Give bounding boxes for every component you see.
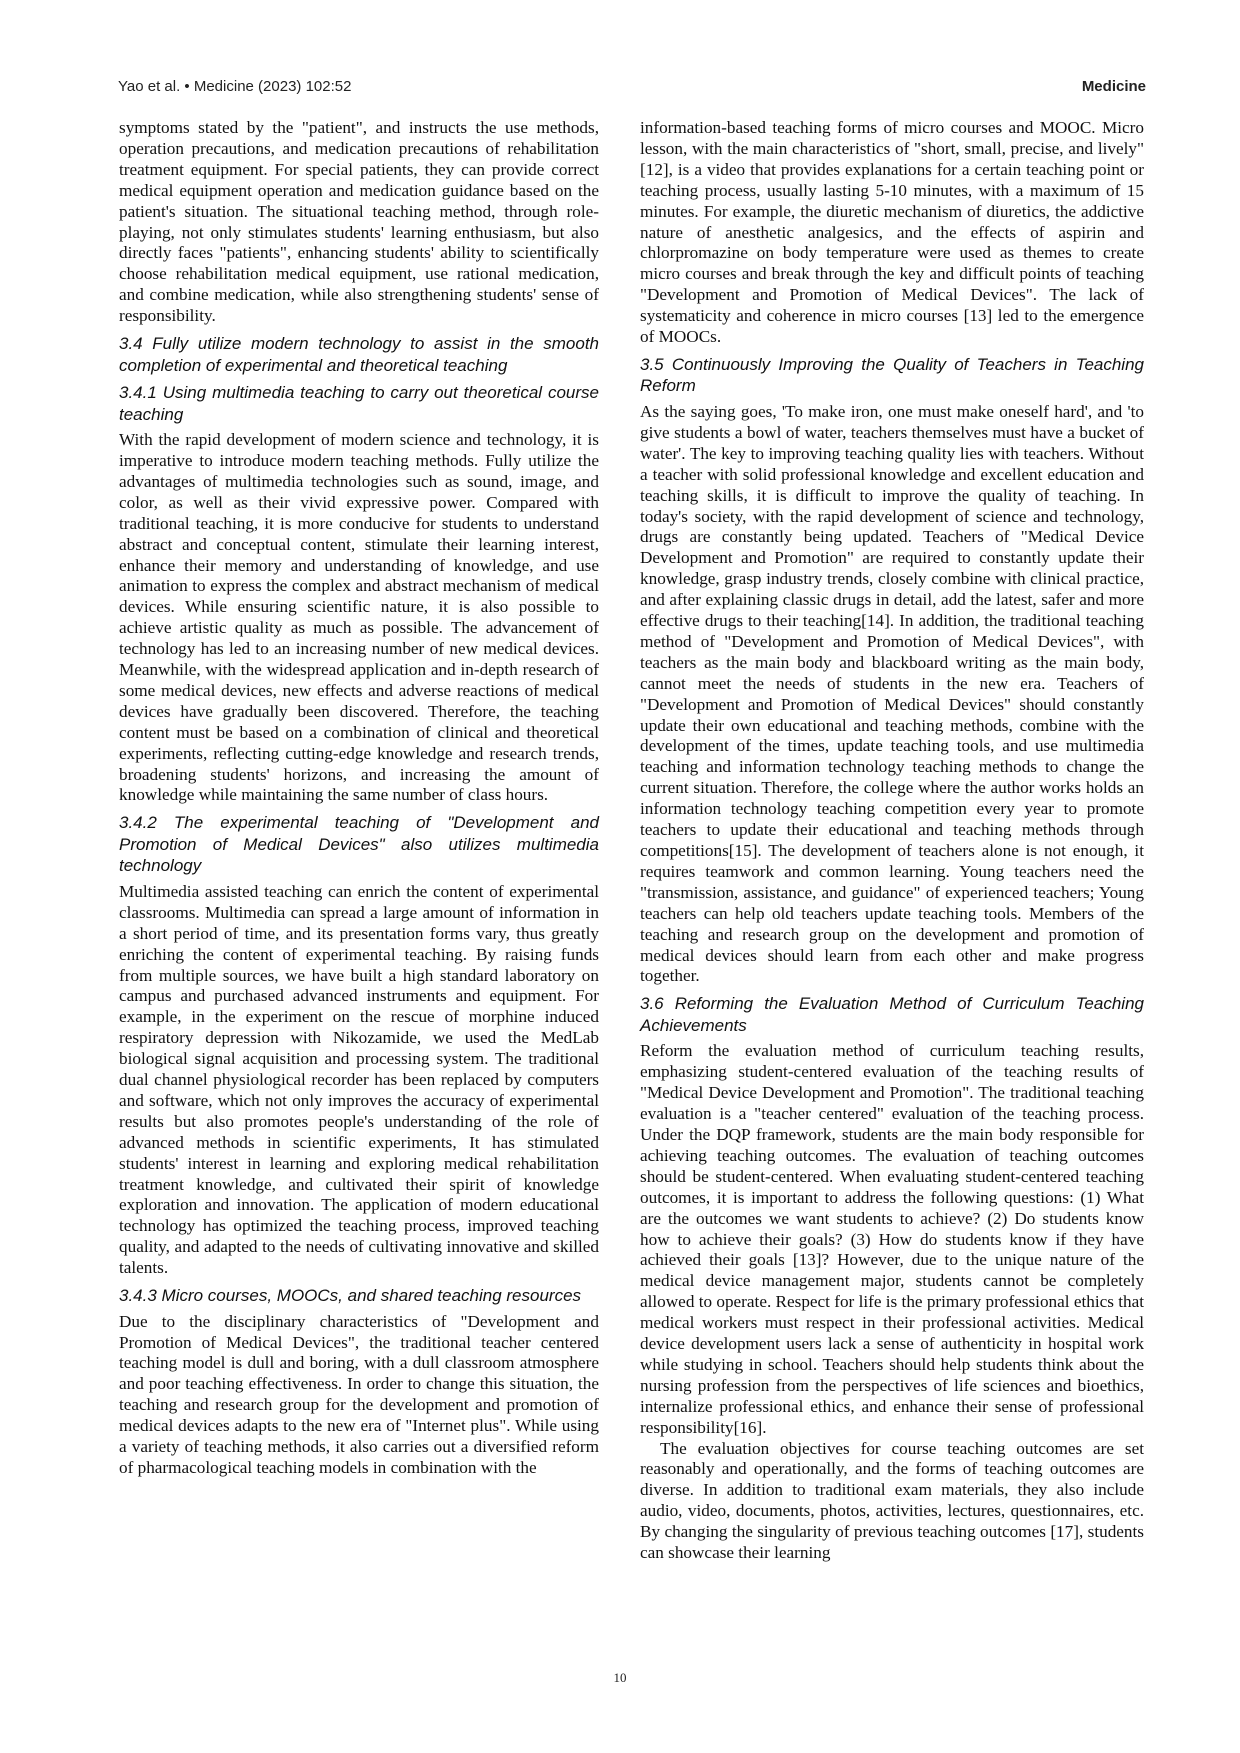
page-number: 10 bbox=[613, 1670, 627, 1685]
section-heading-3-4-1: 3.4.1 Using multimedia teaching to carry out theoretical course teaching bbox=[119, 383, 599, 424]
journal-name: Medicine bbox=[1081, 78, 1146, 95]
section-heading-3-4-3: 3.4.3 Micro courses, MOOCs, and shared teaching resources bbox=[119, 1286, 582, 1306]
paragraph-3-4-3: Due to the disciplinary characteristics of "Development and Promotion of Medical Devices", the traditional teacher centered teaching model is dull and boring, with a dull classroom atmosphere and poor teaching effectiveness. In order to change this situation, the teaching and research group for the development and promotion of medical devices adapts to the new era of "Internet plus". While using a variety of teaching methods, it also carries out a diversified reform of pharmacological teaching models in combination with the bbox=[119, 1311, 599, 1477]
running-header bbox=[118, 78, 1146, 95]
section-heading-3-6: 3.6 Reforming the Evaluation Method of Curriculum Teaching Achievements bbox=[640, 994, 1144, 1035]
section-heading-3-4-2: 3.4.2 The experimental teaching of "Development and Promotion of Medical Devices" also utilizes multimedia technology bbox=[119, 813, 599, 876]
paragraph-intro: symptoms stated by the "patient", and instructs the use methods, operation precautions, and medication precautions of rehabilitation treatment equipment. For special patients, they can provide correct medical equipment operation and medication guidance based on the patient's situation. The situational teaching method, through role-playing, not only stimulates students' learning enthusiasm, but also directly faces "patients", enhancing students' ability to scientifically choose rehabilitation medical equipment, use rational medication, and combine medication, while also strengthening students' sense of responsibility. bbox=[119, 118, 599, 326]
paragraph-3-6-b: The evaluation objectives for course teaching outcomes are set reasonably and operationally, and the forms of teaching outcomes are diverse. In addition to traditional exam materials, they also include audio, video, documents, photos, activities, lectures, questionnaires, etc. By changing the singularity of previous teaching outcomes [17], students can showcase their learning bbox=[640, 1438, 1144, 1563]
paragraph-continued: information-based teaching forms of micro courses and MOOC. Micro lesson, with the main characteristics of "short, small, precise, and lively" [12], is a video that provides explanations for a certain teaching point or teaching process, usually lasting 5-10 minutes, with a maximum of 15 minutes. For example, the diuretic mechanism of diuretics, the addictive nature of anesthetic analgesics, and the effects of aspirin and chlorpromazine on body temperature were used as themes to create micro courses and break through the key and difficult points of teaching "Development and Promotion of Medical Devices". The lack of systematicity and coherence in micro courses [13] led to the emergence of MOOCs. bbox=[640, 118, 1144, 347]
right-column bbox=[640, 118, 1144, 1564]
paragraph-3-6-a: Reform the evaluation method of curriculum teaching results, emphasizing student-centered evaluation of the teaching results of "Medical Device Development and Promotion". The traditional teaching evaluation is a "teacher centered" evaluation of the teaching process. Under the DQP framework, students are the main body responsible for achieving teaching outcomes. The evaluation of teaching outcomes should be student-centered. When evaluating student-centered teaching outcomes, it is important to address the following questions: (1) What are the outcomes we want students to achieve? (2) Do students know how to achieve their goals? (3) How do students know if they have achieved their goals [13]? However, due to the unique nature of the medical device management major, students cannot be completely allowed to operate. Respect for life is the primary professional ethics that medical workers must respect in their professional activities. Medical device development users lack a sense of authenticity in hospital work while studying in school. Teachers should help students think about the nursing profession from the perspectives of life sciences and bioethics, internalize professional ethics, and enhance their sense of professional responsibility[16]. bbox=[640, 1041, 1145, 1437]
section-heading-3-4: 3.4 Fully utilize modern technology to assist in the smooth completion of experimental and theoretical teaching bbox=[119, 334, 599, 375]
paragraph-3-4-1: With the rapid development of modern science and technology, it is imperative to introduce modern teaching methods. Fully utilize the advantages of multimedia technologies such as sound, image, and color, as well as their vivid expressive power. Compared with traditional teaching, it is more conducive for students to understand abstract and conceptual content, stimulate their learning interest, enhance their memory and understanding of knowledge, and use animation to express the complex and abstract mechanism of medical devices. While ensuring scientific nature, it is also possible to achieve artistic quality as much as possible. The advancement of technology has led to an increasing number of new medical devices. Meanwhile, with the widespread application and in-depth research of some medical devices, new effects and adverse reactions of medical devices have gradually been discovered. Therefore, the teaching content must be based on a combination of clinical and theoretical experiments, reflecting cutting-edge knowledge and research trends, broadening students' horizons, and increasing the amount of knowledge while maintaining the same number of class hours. bbox=[119, 430, 599, 805]
paragraph-3-5: As the saying goes, 'To make iron, one must make oneself hard', and 'to give students a bowl of water, teachers themselves must have a bucket of water'. The key to improving teaching quality lies with teachers. Without a teacher with solid professional knowledge and excellent education and teaching skills, it is difficult to improve the quality of teaching. In today's society, with the rapid development of science and technology, drugs are constantly being updated. Teachers of "Medical Device Development and Promotion" are required to constantly update their knowledge, grasp industry trends, closely combine with clinical practice, and after explaining classic drugs in detail, add the latest, safer and more effective drugs to their teaching[14]. In addition, the traditional teaching method of "Development and Promotion of Medical Devices", with teachers as the main body and blackboard writing as the main body, cannot meet the needs of students in the new era. Teachers of "Development and Promotion of Medical Devices" should constantly update their own educational and teaching methods, combine with the development of the times, update teaching tools, and use multimedia teaching and information technology teaching methods to change the current situation. Therefore, the college where the author works holds an information technology teaching competition every year to promote teachers to update their educational and teaching methods through competitions[15]. The development of teachers alone is not enough, it requires teamwork and common learning. Young teachers need the "transmission, assistance, and guidance" of experienced teachers; Young teachers can help old teachers update teaching tools. Members of the teaching and research group on the development and promotion of medical devices should learn from each other and make progress together. bbox=[640, 401, 1144, 986]
left-column bbox=[119, 118, 599, 1479]
paragraph-3-4-2: Multimedia assisted teaching can enrich the content of experimental classrooms. Multimedia can spread a large amount of information in a short period of time, and its presentation forms vary, thus greatly enriching the content of experimental teaching. By raising funds from multiple sources, we have built a high standard laboratory on campus and purchased advanced instruments and equipment. For example, in the experiment on the rescue of morphine induced respiratory depression with Nikozamide, we used the MedLab biological signal acquisition and processing system. The traditional dual channel physiological recorder has been replaced by computers and software, which not only improves the accuracy of experimental results but also promotes people's understanding of the role of advanced methods in scientific experiments, It has stimulated students' interest in learning and exploring medical rehabilitation treatment knowledge, and cultivated their spirit of knowledge exploration and innovation. The application of modern educational technology has optimized the teaching process, improved teaching quality, and adapted to the needs of cultivating innovative and skilled talents. bbox=[119, 881, 599, 1278]
section-heading-3-5: 3.5 Continuously Improving the Quality of Teachers in Teaching Reform bbox=[640, 354, 1144, 396]
citation-line: Yao et al. • Medicine (2023) 102:52 bbox=[118, 78, 352, 95]
